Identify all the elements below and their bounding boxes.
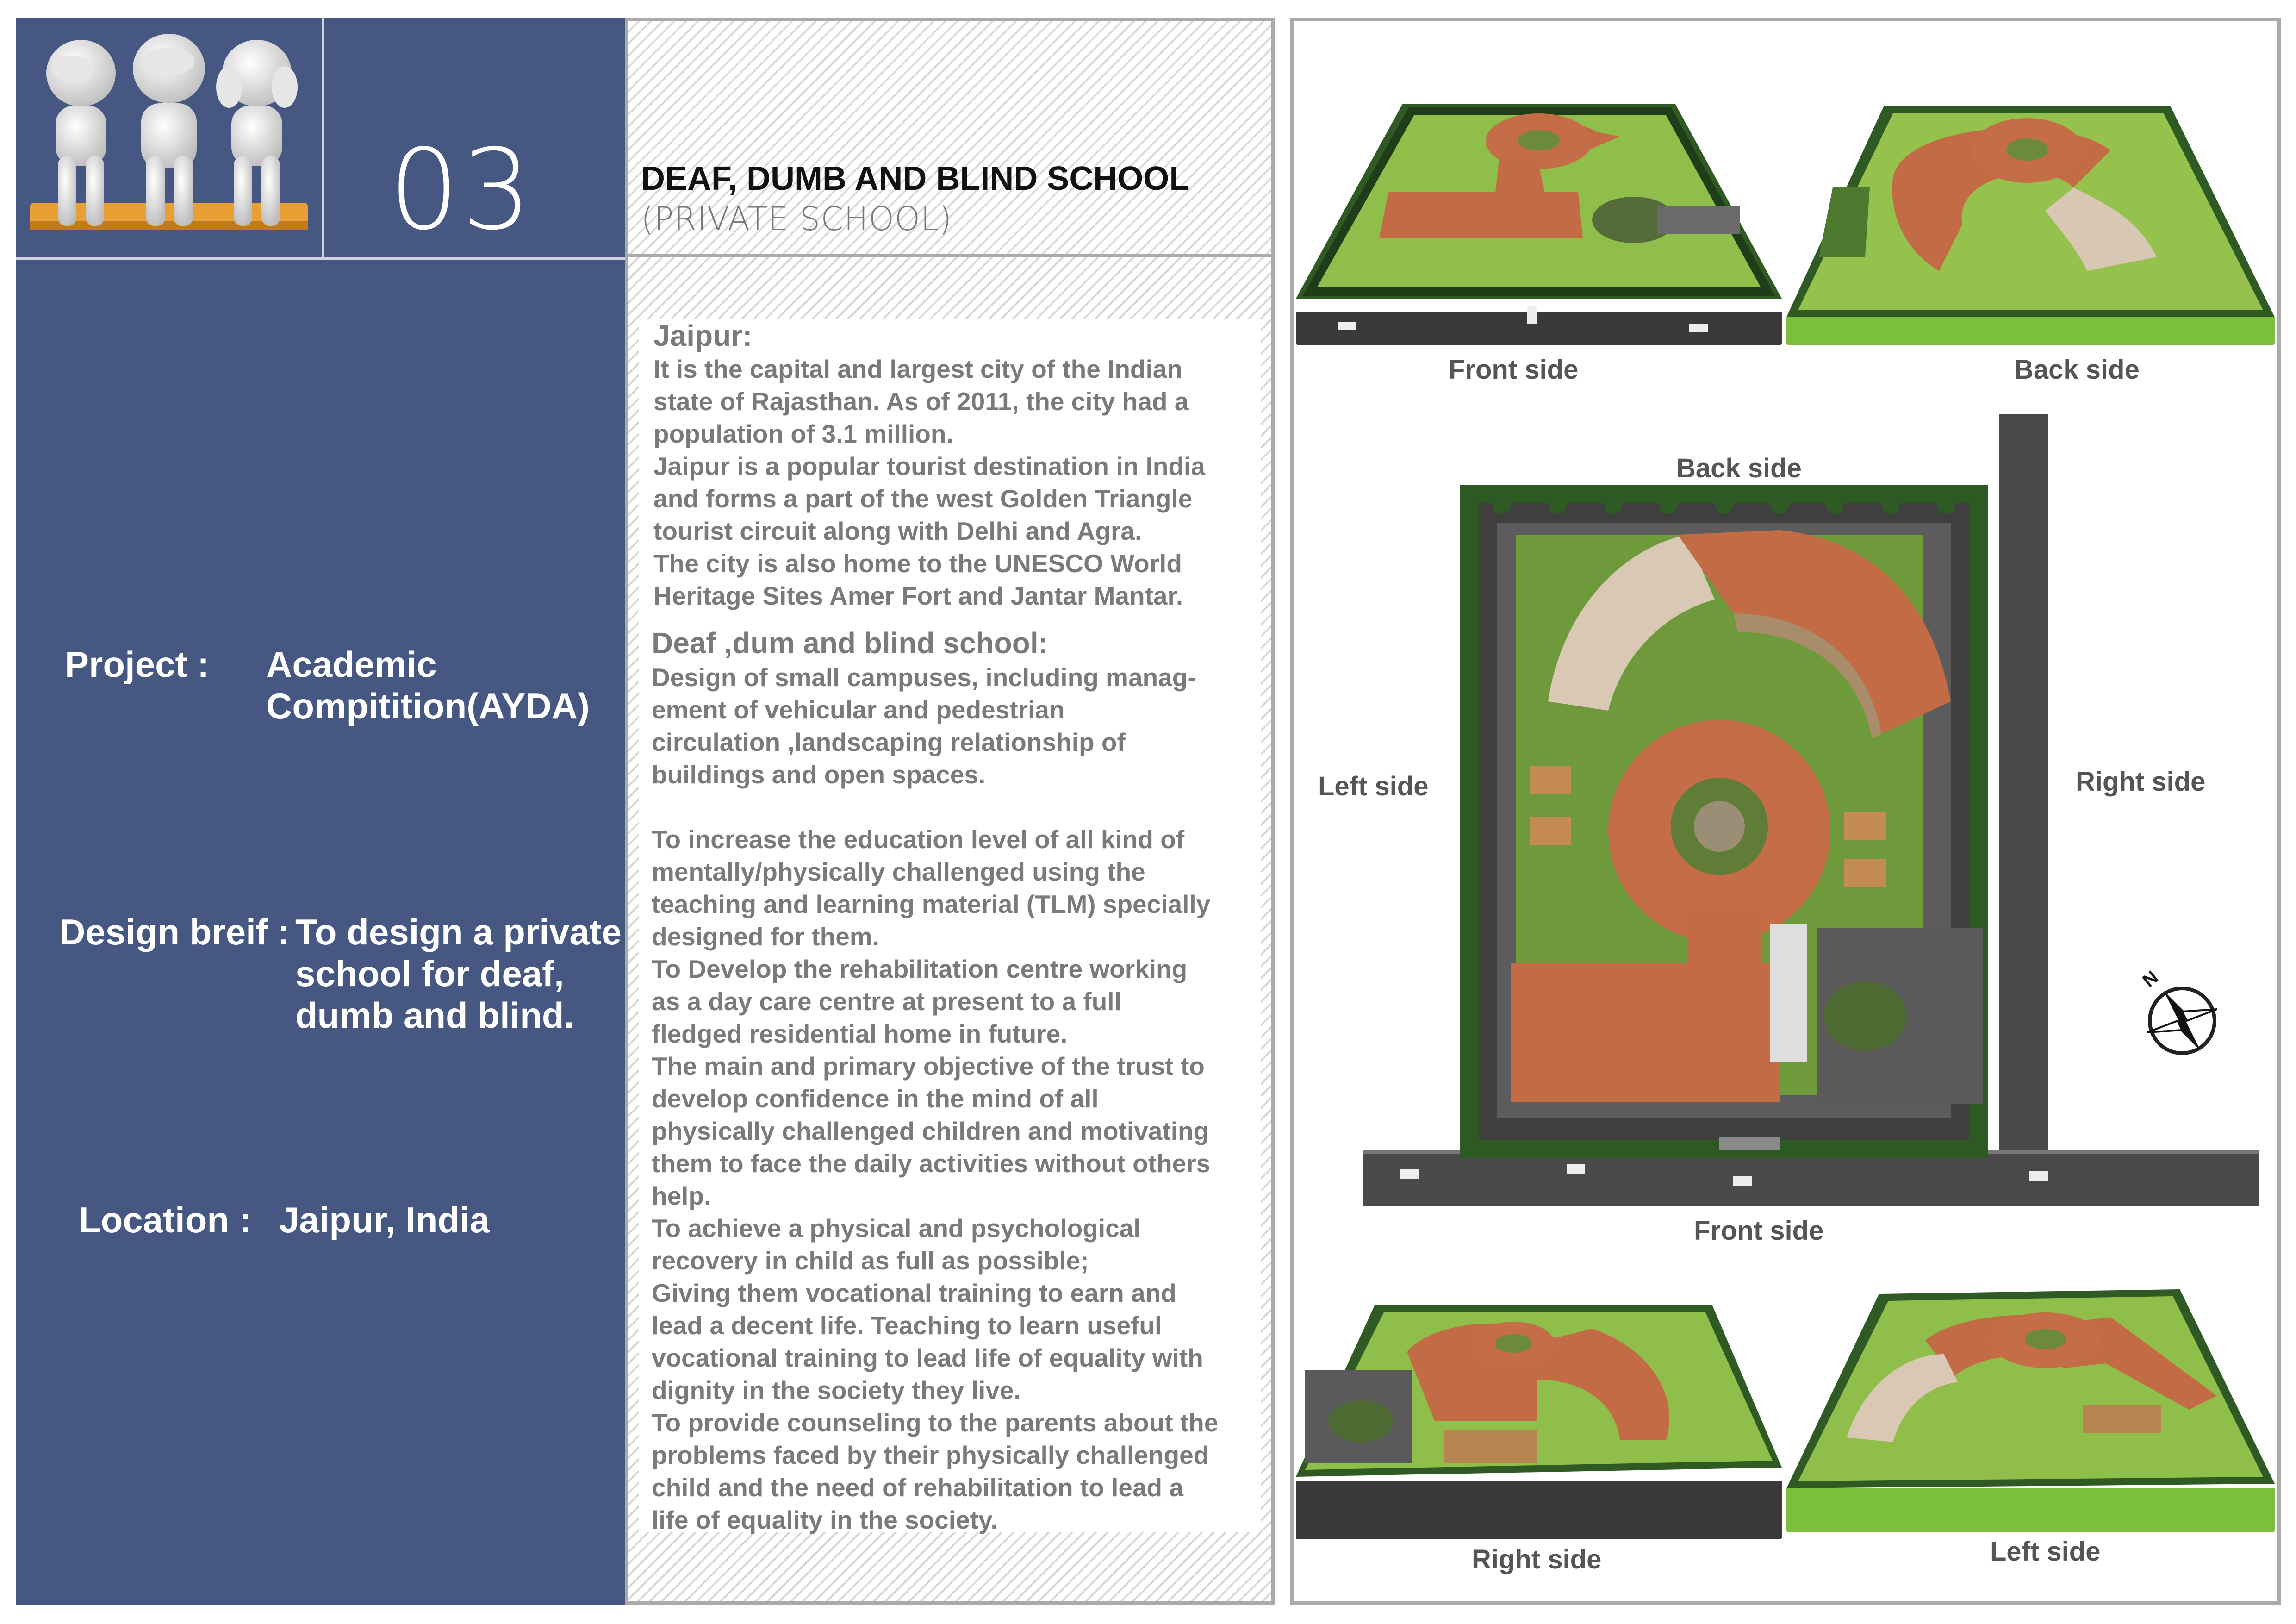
front-view-label: Front side — [1449, 355, 1579, 385]
logo-figures — [16, 18, 322, 257]
location-value: Jaipur, India — [279, 1199, 490, 1240]
project-label: Project : — [65, 644, 210, 685]
site-plan — [1363, 414, 2263, 1208]
back-aerial-view — [1786, 104, 2275, 345]
north-compass — [2136, 963, 2228, 1083]
school-heading: Deaf ,dum and blind school: — [652, 626, 1048, 660]
jaipur-text: It is the capital and largest city of the Indian state of Rajasthan. As of 2011, the city had a population of 3.1 million. Jaipur is a popular tourist destination in India and forms a part of the west Golden Triangle tourist circuit along with Delhi and Agra. The city is also home to the UNESCO World Heritage Sites Amer Fort and Jantar Mantar. — [653, 355, 1205, 610]
right-aerial-view — [1296, 1301, 1782, 1539]
location-label: Location : — [79, 1199, 251, 1240]
three-figures-icon — [16, 18, 322, 257]
design-label: Design breif : — [59, 912, 290, 952]
plan-front-label: Front side — [1694, 1216, 1824, 1246]
right-view-label: Right side — [1472, 1544, 1602, 1574]
plan-left-label: Left side — [1318, 771, 1429, 801]
design-value-1: To design a private — [295, 912, 622, 952]
plan-back-label: Back side — [1676, 453, 1802, 483]
front-aerial-view — [1296, 100, 1782, 345]
sheet-number: 03 — [389, 125, 534, 255]
plan-right-label: Right side — [2076, 767, 2206, 797]
project-value-1: Academic — [266, 644, 437, 685]
jaipur-heading: Jaipur: — [653, 319, 753, 352]
left-aerial-view — [1786, 1289, 2275, 1532]
header-separator — [16, 257, 625, 260]
header-divider — [322, 18, 324, 257]
objectives-text: To increase the education level of all kind of mentally/physically challenged using the teaching and learning material (TLM) specially designed for them. To Develop the rehabilitation centre working as a day care centre at present to a full fledged residential home in future. The main and primary objective of the trust to develop confidence in the mind of all physically challenged children and motivating them to face the daily activities without others help. To achieve a physical and psychological recovery in child as full as possible; Giving them vocational training to earn and lead a decent life. Teaching to learn useful vocational training to lead life of equality with dignity in the society they live. To provide counseling to the parents about the problems faced by their physically challenged child and the need of rehabilitation to lead a life of equality in the society. — [652, 825, 1219, 1534]
compass-icon — [2136, 963, 2228, 1083]
design-value-3: dumb and blind. — [295, 995, 574, 1036]
page-subtitle: (PRIVATE SCHOOL) — [641, 200, 952, 238]
title-border — [625, 254, 1275, 257]
left-view-label: Left side — [1990, 1537, 2101, 1567]
compass-n-letter: N — [2139, 967, 2162, 991]
page-title: DEAF, DUMB AND BLIND SCHOOL — [641, 160, 1190, 197]
school-text: Design of small campuses, including manag- ement of vehicular and pedestrian circulation ,landscaping relationship of buildings and open spaces. — [652, 663, 1196, 789]
project-value-2: Compitition(AYDA) — [266, 686, 590, 726]
design-value-2: school for deaf, — [295, 953, 564, 994]
back-view-label: Back side — [2014, 355, 2140, 385]
